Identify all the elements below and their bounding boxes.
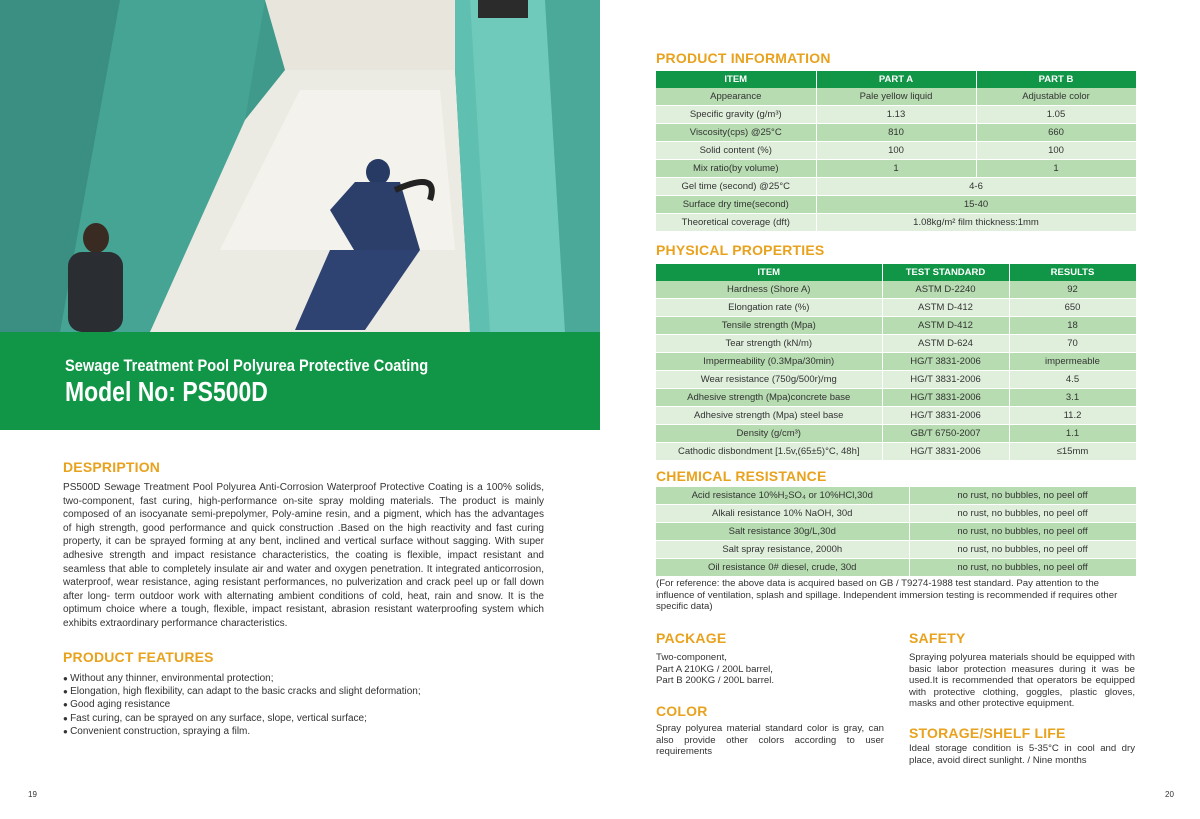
table-cell: Specific gravity (g/m³) [656,106,816,124]
table-cell: 1.1 [1009,425,1136,443]
table-cell: ASTM D-624 [882,335,1009,353]
package-line: Part A 210KG / 200L barrel, [656,663,773,675]
table-row [656,196,1136,214]
column-header: RESULTS [1009,264,1136,281]
table-row [656,106,1136,124]
reference-note: (For reference: the above data is acquired based on GB / T9274-1988 test standard. Pay attention to the influence of ventilation, splash and spillage. Independent immersion testing is recommended if requires other specific data) [656,578,1118,612]
table-cell: Hardness (Shore A) [656,281,882,299]
table-row [656,281,1136,299]
hero-photo [0,0,600,332]
storage-heading: STORAGE/SHELF LIFE [909,725,1066,741]
table-cell: HG/T 3831-2006 [882,407,1009,425]
table-row [656,142,1136,160]
table-cell: 660 [976,124,1136,142]
package-text [656,652,876,687]
table-cell: Surface dry time(second) [656,196,816,214]
color-text: Spray polyurea material standard color is gray, can also provide other colors according to user requirements [656,723,884,757]
table-cell: 11.2 [1009,407,1136,425]
table-row [656,371,1136,389]
table-cell: Appearance [656,88,816,106]
description-text: PS500D Sewage Treatment Pool Polyurea Anti-Corrosion Waterproof Protective Coating is a 100% solids, two-component, fast curing, high-performance on-site spray molding materials. The product is mainly composed of an isocyanate semi-prepolymer, Poly-amine resin, and a pigment, which has the advantages of high strength, good performance and quick construction .Based on the high reactivity and fast curing property, it can be sprayed forming at any bent, inclined and vertical surface without sagging. With super adhesive strength and impact resistance characteristics, the coating is flexible, impact resistant and seamless that able to completely insulate air and water and oxygen penetration. It integrated anticorrosion, waterproof, wear resistance, aging resistant performances, no pulverization and crack peel up or fall down after long- term outdoor work with alternating ambient conditions of cold, heat, rain and snow. It is the optimum choice where a tough, flexible, impact resistant, abrasion resistant waterproofing system which exhibits extraordinary performance characteristics. [63,482,544,629]
table-row [656,214,1136,232]
table-cell: Solid content (%) [656,142,816,160]
physical-properties-table [656,264,1137,461]
table-cell: no rust, no bubbles, no peel off [909,559,1136,577]
table-row [656,335,1136,353]
page-number-left: 19 [28,790,37,799]
table-cell: Pale yellow liquid [816,88,976,106]
package-heading: PACKAGE [656,630,727,646]
storage-text: Ideal storage condition is 5-35°C in cool and dry place, avoid direct sunlight. / Nine months [909,743,1135,766]
package-line: Part B 200KG / 200L barrel. [656,675,775,686]
safety-text: Spraying polyurea materials should be equipped with basic labor protection measures during it was be used.It is recommended that operators be equipped with protective clothing, goggles, plastic gloves, masks and other protective equipment. [909,652,1135,709]
feature-item: ● Convenient construction, spraying a film. [63,725,563,738]
table-cell: 4-6 [816,178,1136,196]
table-cell: 4.5 [1009,371,1136,389]
table-row [656,487,1136,505]
table-cell: 1 [816,160,976,178]
table-cell: ≤15mm [1009,443,1136,461]
table-cell: ASTM D-2240 [882,281,1009,299]
table-cell: Elongation rate (%) [656,299,882,317]
column-header: TEST STANDARD [882,264,1009,281]
table-cell: 70 [1009,335,1136,353]
table-cell: 650 [1009,299,1136,317]
features-heading: PRODUCT FEATURES [63,649,214,665]
safety-heading: SAFETY [909,630,966,646]
table-cell: Density (g/cm³) [656,425,882,443]
table-cell: 3.1 [1009,389,1136,407]
page-number-right: 20 [1165,790,1174,799]
table-row [656,88,1136,106]
table-cell: 1.13 [816,106,976,124]
package-line: Two-component, [656,652,727,663]
table-cell: HG/T 3831-2006 [882,389,1009,407]
table-cell: ASTM D-412 [882,299,1009,317]
table-cell: HG/T 3831-2006 [882,443,1009,461]
table-row [656,299,1136,317]
feature-item: ● Fast curing, can be sprayed on any surface, slope, vertical surface; [63,712,563,725]
product-subtitle: Sewage Treatment Pool Polyurea Protective Coating [65,356,429,375]
column-header: PART A [816,71,976,88]
feature-item: ● Good aging resistance [63,698,563,711]
column-header: PART B [976,71,1136,88]
table-cell: Salt resistance 30g/L,30d [656,523,909,541]
product-information-table [656,71,1137,232]
physical-properties-heading: PHYSICAL PROPERTIES [656,242,825,258]
table-row [656,505,1136,523]
model-title: Model No: PS500D [65,376,268,407]
table-row [656,523,1136,541]
feature-item: ● Elongation, high flexibility, can adapt to the basic cracks and slight deformation; [63,685,563,698]
table-cell: Adjustable color [976,88,1136,106]
pool-spraying-illustration [0,0,600,332]
table-cell: no rust, no bubbles, no peel off [909,505,1136,523]
table-cell: Impermeability (0.3Mpa/30min) [656,353,882,371]
table-row [656,443,1136,461]
table-cell: 1 [976,160,1136,178]
table-cell: no rust, no bubbles, no peel off [909,487,1136,505]
table-cell: 15-40 [816,196,1136,214]
chemical-resistance-heading: CHEMICAL RESISTANCE [656,468,827,484]
table-cell: no rust, no bubbles, no peel off [909,541,1136,559]
table-cell: Mix ratio(by volume) [656,160,816,178]
table-cell: Adhesive strength (Mpa) steel base [656,407,882,425]
table-cell: Tear strength (kN/m) [656,335,882,353]
table-row [656,317,1136,335]
table-cell: Viscosity(cps) @25°C [656,124,816,142]
table-cell: 810 [816,124,976,142]
color-heading: COLOR [656,703,708,719]
table-row [656,160,1136,178]
feature-item: ● Without any thinner, environmental protection; [63,672,563,685]
table-cell: Adhesive strength (Mpa)concrete base [656,389,882,407]
table-cell: Alkali resistance 10% NaOH, 30d [656,505,909,523]
table-row [656,407,1136,425]
table-cell: 100 [976,142,1136,160]
table-row [656,178,1136,196]
table-cell: Tensile strength (Mpa) [656,317,882,335]
table-cell: 100 [816,142,976,160]
table-cell: 1.05 [976,106,1136,124]
table-cell: impermeable [1009,353,1136,371]
product-information-heading: PRODUCT INFORMATION [656,50,831,66]
description-heading: DESPRIPTION [63,459,161,475]
table-row [656,559,1136,577]
table-row [656,389,1136,407]
table-row [656,425,1136,443]
table-cell: 1.08kg/m² film thickness:1mm [816,214,1136,232]
table-row [656,353,1136,371]
table-row [656,124,1136,142]
table-cell: Wear resistance (750g/500r)/mg [656,371,882,389]
table-cell: GB/T 6750-2007 [882,425,1009,443]
table-cell: no rust, no bubbles, no peel off [909,523,1136,541]
chemical-resistance-table [656,487,1137,577]
table-cell: ASTM D-412 [882,317,1009,335]
table-cell: HG/T 3831-2006 [882,353,1009,371]
column-header: ITEM [656,71,816,88]
table-cell: Acid resistance 10%H₂SO₄ or 10%HCl,30d [656,487,909,505]
table-cell: Oil resistance 0# diesel, crude, 30d [656,559,909,577]
table-cell: 18 [1009,317,1136,335]
table-row [656,541,1136,559]
table-cell: Salt spray resistance, 2000h [656,541,909,559]
table-cell: 92 [1009,281,1136,299]
table-cell: Gel time (second) @25°C [656,178,816,196]
table-cell: Cathodic disbondment [1.5v,(65±5)°C, 48h] [656,443,882,461]
table-cell: HG/T 3831-2006 [882,371,1009,389]
column-header: ITEM [656,264,882,281]
features-list [63,672,563,738]
table-cell: Theoretical coverage (dft) [656,214,816,232]
